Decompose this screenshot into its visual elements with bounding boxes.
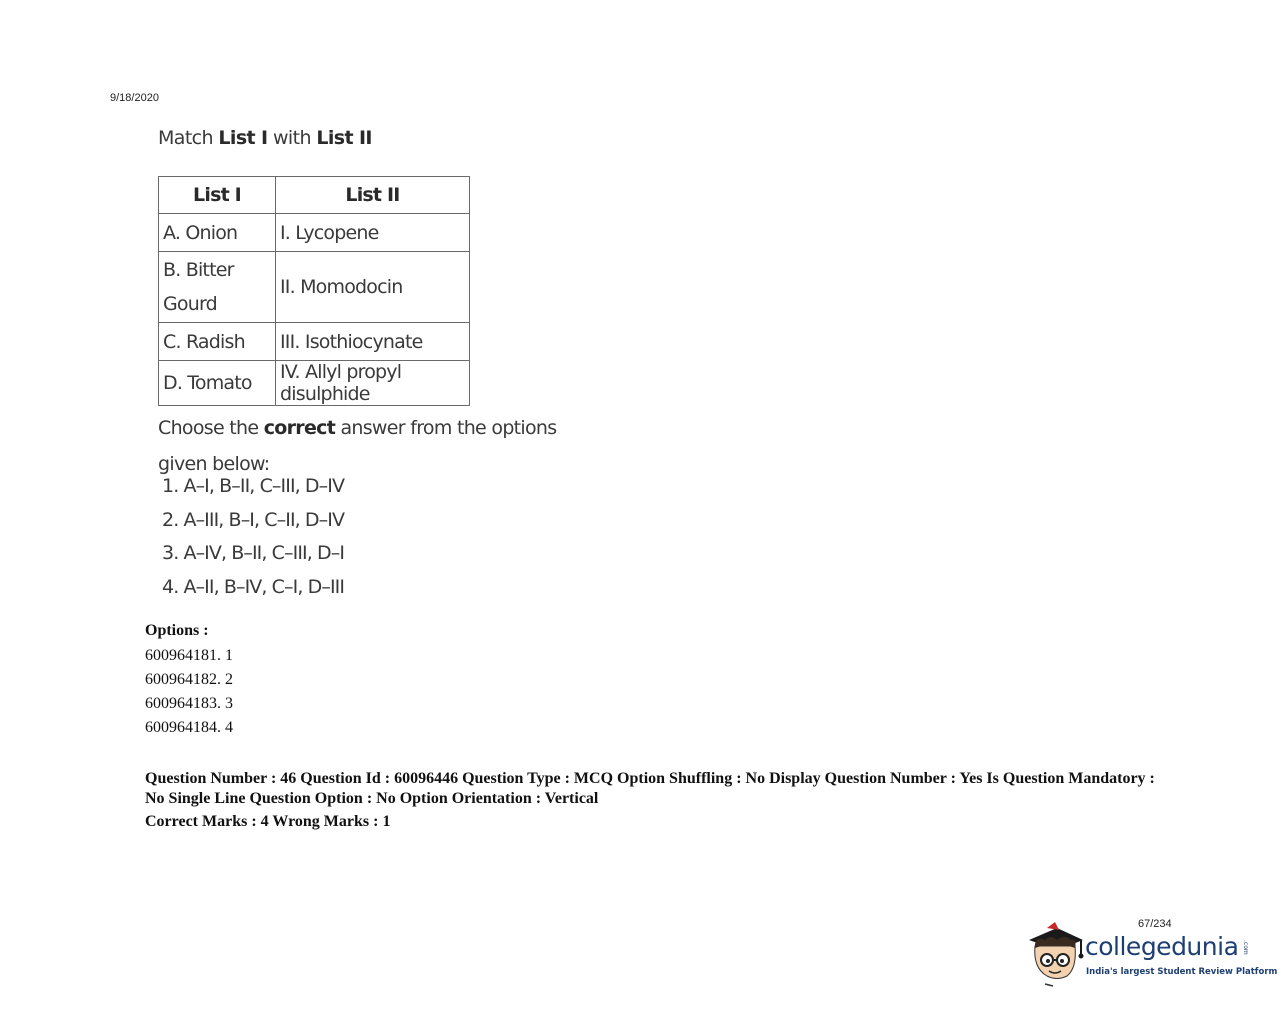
list-item: 1. A–I, B–II, C–III, D–IV: [162, 475, 345, 497]
logo-suffix: .com: [1242, 940, 1249, 955]
list-1-cell: B. Bitter Gourd: [159, 252, 276, 323]
table-header-row: [159, 177, 470, 214]
options-heading: Options :: [145, 622, 209, 639]
table-row: [159, 214, 470, 252]
logo-name: collegedunia: [1085, 932, 1239, 961]
list-2-cell: IV. Allyl propyl disulphide: [276, 361, 470, 406]
option-item: 600964182. 2: [145, 671, 233, 688]
question-image: [158, 120, 598, 604]
page-counter: 67/234: [1138, 918, 1172, 930]
answer-list: [158, 470, 598, 604]
option-item: 600964184. 4: [145, 719, 233, 736]
option-item: 600964183. 3: [145, 695, 233, 712]
question-details: Question Number : 46 Question Id : 60096446 Question Type : MCQ Option Shuffling : No Display Question Number : Yes Is Question Mandatory : No Single Line Question Option : No Option Orientation : Vertical: [145, 770, 1155, 807]
match-table: [158, 176, 470, 406]
choose-instruction: Choose the correct answer from the options given below:: [158, 417, 557, 475]
list-2-cell: III. Isothiocynate: [276, 323, 470, 361]
list-2-header: List II: [276, 177, 470, 214]
list-1-cell: C. Radish: [159, 323, 276, 361]
list-2-cell: I. Lycopene: [276, 214, 470, 252]
table-row: [159, 323, 470, 361]
list-item: 2. A–III, B–I, C–II, D–IV: [162, 508, 345, 531]
list-item: 4. A–II, B–IV, C–I, D–III: [162, 575, 345, 598]
table-row: [159, 252, 470, 323]
table-row: [159, 361, 470, 406]
list-2-cell: II. Momodocin: [276, 252, 470, 323]
logo-tagline: India's largest Student Review Platform: [1086, 967, 1278, 977]
question-title: Match List I with List II: [158, 127, 372, 149]
question-marks: Correct Marks : 4 Wrong Marks : 1: [145, 813, 391, 830]
option-item: 600964181. 1: [145, 647, 233, 664]
question-meta: [145, 769, 1155, 832]
list-1-cell: D. Tomato: [159, 361, 276, 406]
list-item: 3. A–IV, B–II, C–III, D–I: [162, 542, 345, 564]
collegedunia-logo: [1025, 918, 1278, 988]
list-1-cell: A. Onion: [159, 214, 276, 252]
header-date: 9/18/2020: [110, 92, 159, 104]
options-block: [145, 620, 233, 740]
graduate-mascot-icon: [1025, 918, 1085, 988]
list-1-header: List I: [159, 177, 276, 214]
